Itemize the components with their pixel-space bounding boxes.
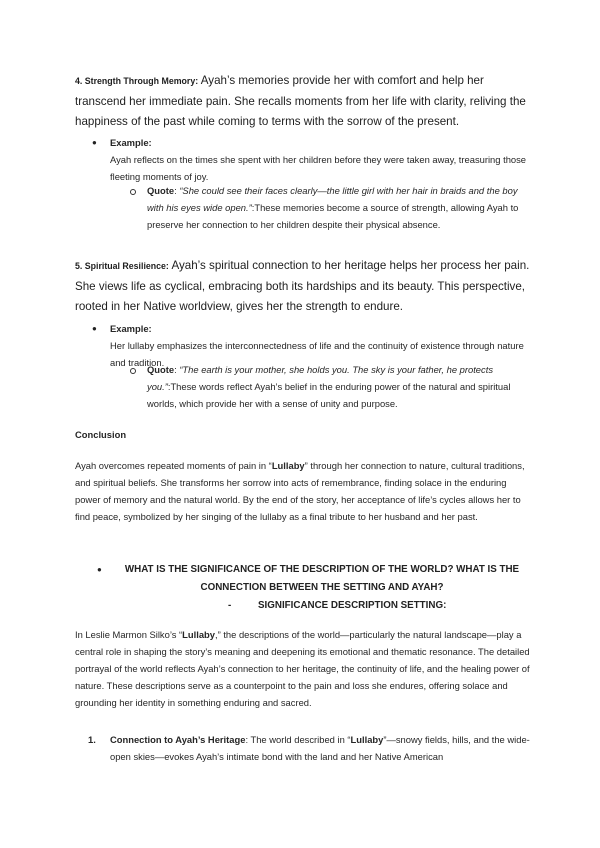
significance-sub-heading: SIGNIFICANCE DESCRIPTION SETTING:	[258, 600, 447, 611]
significance-question-heading	[112, 561, 532, 597]
heritage-title-bold: Lullaby	[350, 734, 384, 745]
section-4-label: 4. Strength Through Memory:	[75, 76, 199, 86]
strength-through-memory-paragraph	[75, 71, 530, 133]
quote-commentary: :These memories become a source of strength, allowing Ayah to preserve her connection to her children despite their physical absence.	[147, 202, 519, 230]
list-number	[88, 731, 108, 748]
example-text: Ayah reflects on the times she spent with her children before they were taken away, treasuring those fleeting moments of joy.	[110, 154, 527, 182]
quote-text: “The earth is your mother, she holds you. The sky is your father, he protects you.”	[147, 364, 494, 392]
section-4-example	[110, 134, 530, 185]
question-line-1: WHAT IS THE SIGNIFICANCE OF THE DESCRIPTION OF THE WORLD? WHAT IS THE	[124, 564, 520, 575]
quote-label: Quote	[147, 185, 175, 196]
sub-heading-dash: -	[228, 600, 232, 611]
intro-title-bold: Lullaby	[182, 629, 215, 640]
conclusion-heading	[75, 426, 530, 443]
section-5-quote	[147, 361, 527, 412]
section-5-text: Ayah’s spiritual connection to her heritage helps her process her pain. She views life as cyclical, embracing both its hardships and its beauty. This perspective, rooted in her Native worldview, gives her the strength to endure.	[75, 259, 530, 313]
quote-label: Quote	[147, 364, 175, 375]
conclusion-title-bold: Lullaby	[271, 460, 305, 471]
list-number-text: 1.	[88, 734, 96, 745]
bullet-icon: ●	[92, 138, 97, 147]
intro-paragraph	[75, 626, 530, 711]
question-line-2: CONNECTION BETWEEN THE SETTING AND AYAH?	[200, 582, 444, 593]
conclusion-text-start: Ayah overcomes repeated moments of pain in “	[75, 460, 272, 471]
conclusion-text-rest: ” through her connection to nature, cultural traditions, and spiritual beliefs. She transforms her sorrow into acts of remembrance, finding solace in the enduring power of memory and the natural world. By the end of the story, her acceptance of life’s cycles allows her to find peace, symbolized by her singing of the lullaby as a final tribute to her husband and her past.	[75, 460, 525, 522]
example-label: Example:	[110, 323, 152, 334]
heritage-text-start: : The world described in “	[245, 734, 351, 745]
sub-bullet-icon	[130, 189, 136, 195]
intro-text-rest: ,” the descriptions of the world—particularly the natural landscape—play a central role in shaping the story’s meaning and deepening its emotional and thematic resonance. The detailed portrayal of the world reflects Ayah’s connection to her heritage, the continuity of life, and the healing power of nature. These descriptions serve as a counterpoint to the pain and loss she endures, offering solace and grounding her identity in something enduring and sacred.	[75, 629, 530, 708]
section-4-quote	[147, 182, 527, 233]
quote-commentary: :These words reflect Ayah’s belief in the enduring power of the natural and spiritual worlds, which provide her with a sense of unity and purpose.	[147, 381, 511, 409]
example-text: Her lullaby emphasizes the interconnectedness of life and the continuity of existence through nature and tradition.	[110, 340, 524, 368]
section-5-label: 5. Spiritual Resilience:	[75, 261, 169, 271]
quote-separator: :	[174, 364, 180, 375]
bullet-icon: ●	[92, 324, 97, 333]
heritage-list-item	[110, 731, 530, 765]
conclusion-heading-text: Conclusion	[75, 429, 127, 440]
example-label: Example:	[110, 137, 152, 148]
quote-separator: :	[174, 185, 180, 196]
sub-bullet-icon	[130, 368, 136, 374]
section-4-text: Ayah’s memories provide her with comfort and help her transcend her immediate pain. She recalls moments from her life with clarity, reliving the happiness of the past while coming to terms with the sorrow of the present.	[75, 74, 526, 128]
spiritual-resilience-paragraph	[75, 256, 530, 318]
heritage-text-rest: ”—snowy fields, hills, and the wide-open skies—evokes Ayah’s intimate bond with the land and her Native American	[110, 734, 530, 762]
bullet-icon: ●	[97, 565, 102, 574]
conclusion-paragraph	[75, 457, 530, 525]
intro-text-start: In Leslie Marmon Silko’s “	[75, 629, 183, 640]
heritage-label: Connection to Ayah’s Heritage	[110, 734, 246, 745]
quote-text: “She could see their faces clearly—the little girl with her hair in braids and the boy with his eyes wide open.”	[147, 185, 518, 213]
